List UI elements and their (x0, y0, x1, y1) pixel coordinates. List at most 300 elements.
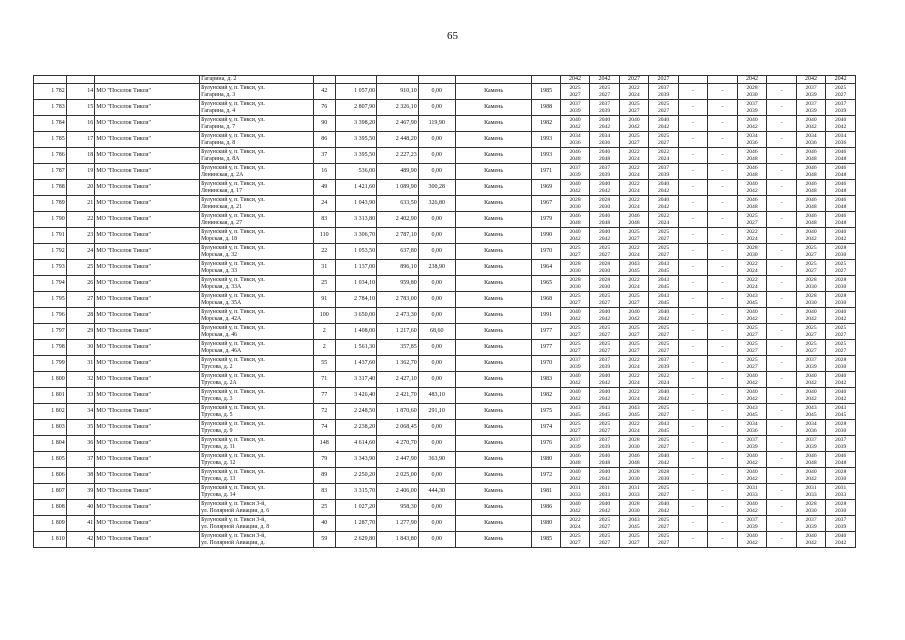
period-start: 2046 (598, 149, 611, 155)
period-start: 2040 (835, 533, 847, 539)
period-start: 2028 (746, 245, 758, 251)
municipality-cell: МО "Поселок Тикси" (95, 228, 200, 244)
period-cell (590, 244, 620, 260)
period-cell (619, 308, 649, 324)
period-cell (678, 148, 708, 164)
wall-material-cell: Камень (455, 468, 532, 484)
period-end: 2039 (746, 523, 758, 530)
period-cell (619, 516, 649, 532)
period-end: 2048 (746, 155, 758, 162)
living-area-cell: 2 421,70 (377, 388, 419, 404)
period-cell (678, 260, 708, 276)
address-line: Булунский у, п. Тикси, ул. (201, 196, 265, 203)
period-start: - (692, 392, 694, 399)
build-year-cell: 1982 (532, 388, 560, 404)
period-start: 2040 (657, 453, 670, 459)
period-start: - (692, 504, 694, 511)
period-cell (767, 132, 797, 148)
period-start: - (721, 536, 724, 543)
municipality-cell: МО "Поселок Тикси" (95, 324, 200, 340)
period-start: - (721, 424, 724, 431)
address-line: Гагарина, д. 4 (201, 107, 236, 114)
period-end: 2036 (805, 427, 817, 434)
period-start: 2025 (569, 85, 581, 91)
period-start: 2031 (598, 485, 611, 491)
period-cell (560, 452, 590, 468)
period-end: 2048 (835, 171, 847, 178)
period-end: 2024 (657, 379, 670, 386)
period-cell (649, 116, 679, 132)
period-cell (590, 484, 620, 500)
period-cell (649, 308, 679, 324)
period-start: - (721, 472, 724, 479)
period-end: 2039 (598, 443, 611, 450)
period-start: 2034 (835, 133, 847, 139)
period-cell (737, 308, 767, 324)
period-cell (590, 388, 620, 404)
period-end: 2030 (628, 475, 640, 482)
period-end: 2027 (628, 539, 640, 546)
period-cell (767, 404, 797, 420)
period-start: 2025 (569, 533, 581, 539)
period-start: - (721, 488, 724, 495)
period-end: 2030 (805, 299, 817, 306)
row-number-cell: 23 (66, 228, 94, 244)
period-start: 2022 (746, 261, 758, 267)
municipality-cell: МО "Поселок Тикси" (95, 164, 200, 180)
period-end: 2048 (805, 171, 817, 178)
period-start: - (692, 168, 694, 175)
nonresidential-area-cell: 68,60 (418, 324, 455, 340)
period-cell (796, 260, 826, 276)
period-cell (649, 532, 679, 548)
period-start: 2028 (598, 197, 611, 203)
period-start: - (780, 232, 783, 239)
living-area-cell: 2 068,45 (377, 420, 419, 436)
period-cell (560, 228, 590, 244)
period-end: 2033 (569, 491, 581, 498)
record-id-cell: 1 789 (34, 196, 67, 212)
period-start: 2037 (835, 101, 847, 107)
period-start: 2022 (657, 149, 670, 155)
period-end: 2042 (569, 235, 581, 242)
period-cell (826, 292, 856, 308)
period-start: 2037 (598, 165, 611, 171)
period-cell (619, 196, 649, 212)
wall-material-cell: Камень (455, 180, 532, 196)
living-area-cell: 357,85 (377, 340, 419, 356)
period-end: 2027 (598, 523, 611, 530)
period-cell (767, 372, 797, 388)
address-line: Булунский у, п. Тикси, ул. (201, 420, 265, 427)
period-start: - (692, 248, 694, 255)
municipality-cell: МО "Поселок Тикси" (95, 340, 200, 356)
period-start: - (692, 536, 694, 543)
wall-material-cell: Камень (455, 516, 532, 532)
period-start: - (692, 360, 694, 367)
period-end: 2036 (746, 139, 758, 146)
table-row (34, 228, 856, 244)
period-cell (649, 148, 679, 164)
period-end: 2027 (805, 331, 817, 338)
period-cell (619, 500, 649, 516)
period-start: 2040 (657, 501, 670, 507)
period-cell (767, 228, 797, 244)
period-cell (767, 468, 797, 484)
address-line: Булунский у, п. Тикси, ул. (201, 164, 265, 171)
address-line: Трусова, д. 14 (201, 491, 236, 498)
period-start: 2040 (569, 469, 581, 475)
period-end: 2039 (569, 363, 581, 370)
period-start: - (692, 488, 694, 495)
total-area-cell: 3 317,40 (335, 372, 377, 388)
period-start: - (721, 392, 724, 399)
period-start: 2037 (657, 357, 670, 363)
record-id-cell: 1 803 (34, 420, 67, 436)
build-year-cell: 1985 (532, 84, 560, 100)
period-cell (619, 436, 649, 452)
municipality-cell: МО "Поселок Тикси" (95, 420, 200, 436)
period-cell (678, 484, 708, 500)
period-end: 2027 (657, 251, 670, 258)
period-cell (649, 356, 679, 372)
row-number-cell: 30 (66, 340, 94, 356)
municipality-cell: МО "Поселок Тикси" (95, 484, 200, 500)
period-end: 2027 (598, 331, 611, 338)
period-start: 2046 (805, 197, 817, 203)
period-end: 2024 (628, 363, 640, 370)
quantity-cell: 37 (313, 148, 335, 164)
period-cell (590, 356, 620, 372)
wall-material-cell: Камень (455, 212, 532, 228)
period-cell (767, 516, 797, 532)
period-cell (767, 196, 797, 212)
period-cell (649, 468, 679, 484)
period-start: 2025 (598, 517, 611, 523)
period-cell (796, 180, 826, 196)
period-end: 2042 (628, 123, 640, 130)
period-end: 2027 (569, 251, 581, 258)
period-start: 2025 (569, 245, 581, 251)
period-end: 2027 (746, 363, 758, 370)
period-start: 2046 (598, 213, 611, 219)
address-line: Булунский у, п. Тикси, ул. (201, 388, 265, 395)
period-start: 2046 (835, 197, 847, 203)
period-cell (796, 196, 826, 212)
period-cell (708, 516, 738, 532)
wall-material-cell: Камень (455, 196, 532, 212)
period-start: 2025 (628, 101, 640, 107)
period-cell (708, 244, 738, 260)
period-start: 2022 (628, 277, 640, 283)
period-end: 2042 (805, 395, 817, 402)
period-cell (737, 244, 767, 260)
row-number-cell: 42 (66, 532, 94, 548)
period-end: 2036 (746, 427, 758, 434)
total-area-cell: 3 313,80 (335, 212, 377, 228)
period-start: - (721, 152, 724, 159)
period-cell (796, 100, 826, 116)
period-start: 2043 (628, 517, 640, 523)
period-cell (590, 148, 620, 164)
period-start: 2022 (628, 245, 640, 251)
period-start: - (721, 360, 724, 367)
period-end: 2024 (628, 395, 640, 402)
period-start: 2040 (746, 501, 758, 507)
period-end: 2042 (746, 315, 758, 322)
municipality-cell: МО "Поселок Тикси" (95, 308, 200, 324)
period-end: 2042 (657, 187, 670, 194)
period-cell (826, 500, 856, 516)
period-start: 2025 (598, 325, 611, 331)
period-cell (826, 516, 856, 532)
period-cell (708, 436, 738, 452)
period-start: 2025 (657, 517, 670, 523)
period-start: 2028 (835, 293, 847, 299)
address-line: Трусова, д. 2А (201, 379, 237, 386)
table-row (34, 180, 856, 196)
period-end: 2033 (598, 491, 611, 498)
period-start: - (780, 360, 783, 367)
living-area-cell: 2 467,90 (377, 116, 419, 132)
row-number-cell: 15 (66, 100, 94, 116)
address-line: Булунский у, п. Тикси, ул. (201, 468, 265, 475)
nonresidential-area-cell: 0,00 (418, 244, 455, 260)
period-start: 2040 (598, 389, 611, 395)
build-year-cell: 1993 (532, 148, 560, 164)
period-start: 2025 (657, 533, 670, 539)
period-cell (619, 452, 649, 468)
period-cell (767, 340, 797, 356)
row-number-cell: 29 (66, 324, 94, 340)
municipality-cell: МО "Поселок Тикси" (95, 132, 200, 148)
period-cell (590, 532, 620, 548)
period-start: 2040 (598, 373, 611, 379)
quantity-cell: 25 (313, 500, 335, 516)
year-cell: 2042 (590, 76, 620, 84)
nonresidential-area-cell: 0,00 (418, 100, 455, 116)
period-end: 2042 (805, 123, 817, 130)
period-cell (619, 356, 649, 372)
period-cell (796, 212, 826, 228)
period-cell (708, 180, 738, 196)
period-start: 2046 (835, 213, 847, 219)
period-start: 2040 (598, 117, 611, 123)
period-start: 2025 (805, 245, 817, 251)
period-start: 2034 (598, 133, 611, 139)
period-cell (678, 516, 708, 532)
table-row (34, 356, 856, 372)
period-cell (649, 180, 679, 196)
period-start: 2040 (805, 117, 817, 123)
nonresidential-area-cell: 0,00 (418, 308, 455, 324)
row-number-cell: 18 (66, 148, 94, 164)
period-start: 2028 (598, 277, 611, 283)
period-cell (678, 180, 708, 196)
period-cell (678, 324, 708, 340)
period-start: 2025 (805, 325, 817, 331)
wall-material-cell: Камень (455, 260, 532, 276)
wall-material-cell: Камень (455, 356, 532, 372)
municipality-cell: МО "Поселок Тикси" (95, 196, 200, 212)
table-row (34, 116, 856, 132)
period-cell (590, 164, 620, 180)
address-line: Булунский у, п. Тикси, ул. (201, 180, 265, 187)
period-end: 2042 (746, 395, 758, 402)
quantity-cell: 24 (313, 196, 335, 212)
period-start: - (692, 424, 694, 431)
period-cell (590, 452, 620, 468)
nonresidential-area-cell: 0,00 (418, 420, 455, 436)
period-end: 2024 (628, 187, 640, 194)
period-cell (649, 196, 679, 212)
period-end: 2027 (569, 347, 581, 354)
period-start: 2025 (835, 85, 847, 91)
period-cell (708, 132, 738, 148)
period-cell (737, 324, 767, 340)
period-end: 2048 (569, 459, 581, 466)
period-cell (649, 324, 679, 340)
period-cell (678, 500, 708, 516)
record-id-cell: 1 810 (34, 532, 67, 548)
period-end: 2027 (628, 347, 640, 354)
table-row (34, 100, 856, 116)
period-end: 2030 (835, 475, 847, 482)
period-start: 2028 (805, 277, 817, 283)
period-start: - (692, 152, 694, 159)
period-end: 2045 (657, 299, 670, 306)
period-end: 2042 (835, 235, 847, 242)
period-cell (590, 180, 620, 196)
period-start: - (692, 184, 694, 191)
period-cell (737, 356, 767, 372)
nonresidential-area-cell: 0,00 (418, 356, 455, 372)
period-start: 2025 (657, 245, 670, 251)
living-area-cell: 633,50 (377, 196, 419, 212)
period-start: - (692, 440, 694, 447)
nonresidential-area-cell: 0,00 (418, 212, 455, 228)
address-cell (200, 244, 314, 260)
period-end: 2027 (628, 107, 640, 114)
period-cell (708, 452, 738, 468)
period-cell (590, 100, 620, 116)
period-cell (708, 148, 738, 164)
period-cell (678, 388, 708, 404)
row-number-cell: 19 (66, 164, 94, 180)
period-end: 2048 (835, 155, 847, 162)
municipality-cell: МО "Поселок Тикси" (95, 84, 200, 100)
municipality-cell: МО "Поселок Тикси" (95, 100, 200, 116)
total-area-cell: 3 398,20 (335, 116, 377, 132)
period-end: 2027 (746, 219, 758, 226)
period-end: 2042 (835, 123, 847, 130)
build-year-cell: 1970 (532, 244, 560, 260)
address-cell (200, 452, 314, 468)
row-number-cell: 22 (66, 212, 94, 228)
period-cell (737, 500, 767, 516)
table-row (34, 196, 856, 212)
period-start: 2046 (569, 149, 581, 155)
period-cell (560, 324, 590, 340)
period-cell (678, 452, 708, 468)
wall-material-cell: Камень (455, 164, 532, 180)
total-area-cell: 1 437,60 (335, 356, 377, 372)
nonresidential-area-cell: 0,00 (418, 164, 455, 180)
period-start: - (721, 456, 724, 463)
period-start: 2025 (835, 341, 847, 347)
quantity-cell: 90 (313, 116, 335, 132)
period-start: 2046 (805, 213, 817, 219)
period-end: 2024 (746, 283, 758, 290)
period-start: - (721, 104, 724, 111)
address-line: Булунский у, п. Тикси, ул. (201, 244, 265, 251)
period-end: 2024 (628, 427, 640, 434)
period-start: - (692, 232, 694, 239)
period-start: 2040 (569, 117, 581, 123)
period-cell (737, 276, 767, 292)
period-end: 2045 (628, 411, 640, 418)
total-area-cell: 1 057,00 (335, 84, 377, 100)
table-row (34, 420, 856, 436)
period-end: 2024 (657, 219, 670, 226)
table-row (34, 436, 856, 452)
period-cell (737, 132, 767, 148)
period-end: 2027 (657, 347, 670, 354)
address-line: Булунский у, п. Тикси, ул. (201, 260, 265, 267)
period-cell (678, 356, 708, 372)
period-start: 2046 (628, 213, 640, 219)
period-start: 2025 (598, 293, 611, 299)
nonresidential-area-cell: 0,00 (418, 148, 455, 164)
period-end: 2027 (569, 427, 581, 434)
living-area-cell: 896,10 (377, 260, 419, 276)
municipality-cell: МО "Поселок Тикси" (95, 436, 200, 452)
build-year-cell: 1980 (532, 452, 560, 468)
address-cell (200, 132, 314, 148)
total-area-cell: 1 053,50 (335, 244, 377, 260)
period-cell (708, 228, 738, 244)
record-id-cell: 1 785 (34, 132, 67, 148)
period-cell (796, 404, 826, 420)
period-cell (619, 276, 649, 292)
total-area-cell: 3 315,70 (335, 484, 377, 500)
living-area-cell: 489,90 (377, 164, 419, 180)
address-line: Морская, д. 32 (201, 251, 238, 258)
period-cell (737, 292, 767, 308)
period-cell (826, 340, 856, 356)
period-end: 2024 (628, 251, 640, 258)
period-start: 2022 (628, 85, 640, 91)
total-area-cell: 3 343,90 (335, 452, 377, 468)
wall-material-cell: Камень (455, 292, 532, 308)
period-start: - (721, 264, 724, 271)
period-end: 2039 (569, 107, 581, 114)
period-start: 2025 (657, 229, 670, 235)
period-end: 2027 (628, 139, 640, 146)
period-start: - (721, 344, 724, 351)
period-cell (590, 324, 620, 340)
municipality-cell: МО "Поселок Тикси" (95, 404, 200, 420)
period-start: 2040 (569, 309, 581, 315)
living-area-cell: 2 025,00 (377, 468, 419, 484)
period-start: 2040 (569, 373, 581, 379)
period-end: 2039 (746, 443, 758, 450)
period-start: 2037 (805, 85, 817, 91)
record-id-cell: 1 800 (34, 372, 67, 388)
period-cell (796, 532, 826, 548)
period-end: 2027 (835, 331, 847, 338)
year-cell (767, 76, 797, 84)
